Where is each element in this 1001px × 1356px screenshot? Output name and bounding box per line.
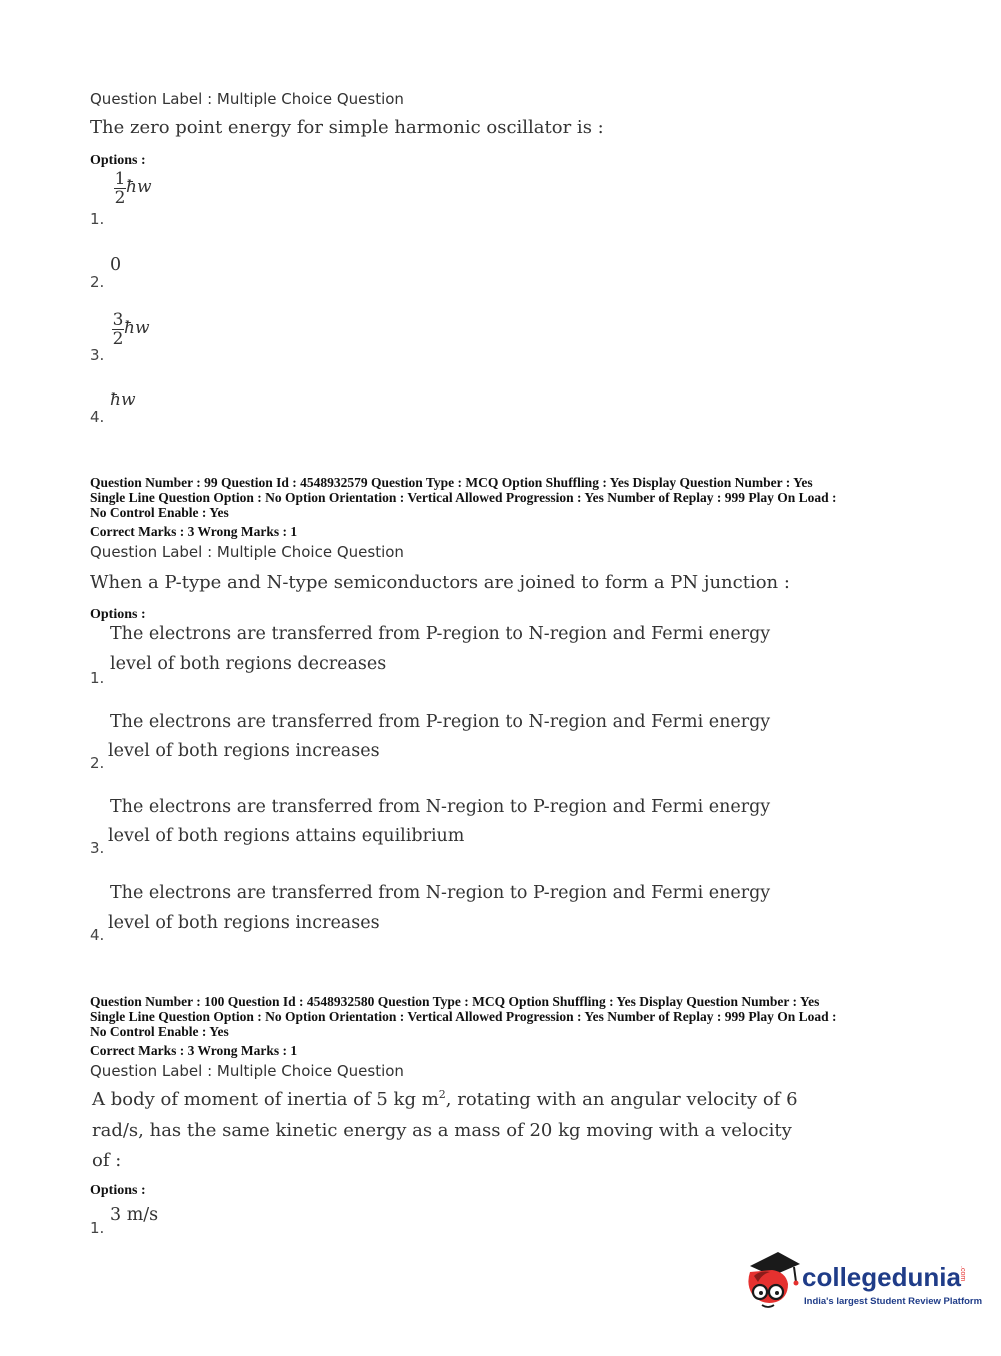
question-text-line1: A body of moment of inertia of 5 kg $m^2$, rotating with an angular velocity of 6: [92, 1088, 798, 1110]
options-heading: Options :: [90, 607, 146, 622]
fraction: $\frac{3}{2}$: [112, 310, 124, 349]
question-text-line2: rad/s, has the same kinetic energy as a mass of 20 kg moving with a velocity: [92, 1120, 792, 1141]
question-label: Question Label : Multiple Choice Question: [90, 543, 404, 561]
option-number: 3.: [90, 839, 105, 857]
hbar-omega: ħw: [110, 390, 136, 410]
mascot-icon: [742, 1248, 802, 1314]
option-number: 2.: [90, 754, 105, 772]
hbar-omega: ħw: [126, 177, 152, 198]
option-text-line1: The electrons are transferred from N-region to P-region and Fermi energy: [110, 797, 771, 817]
option-text-line2: level of both regions increases: [108, 913, 380, 933]
logo-wordmark: collegedunia: [802, 1262, 961, 1292]
question-label: Question Label : Multiple Choice Question: [90, 90, 404, 108]
option-text-line1: The electrons are transferred from P-region to N-region and Fermi energy: [110, 712, 771, 732]
option-text-line2: level of both regions decreases: [110, 654, 387, 674]
options-heading: Options :: [90, 153, 146, 168]
option-number: 1.: [90, 669, 105, 687]
question-label: Question Label : Multiple Choice Question: [90, 1062, 404, 1080]
hbar-omega: ħw: [124, 318, 150, 339]
marks-info: Correct Marks : 3 Wrong Marks : 1: [90, 1043, 298, 1058]
option-number: 2.: [90, 273, 105, 291]
option-number: 1.: [90, 210, 105, 228]
option-text: 3 m/s: [110, 1205, 159, 1225]
question-text: The zero point energy for simple harmonic oscillator is :: [90, 117, 604, 138]
option-number: 4.: [90, 926, 105, 944]
question-text-line3: of :: [92, 1150, 122, 1171]
logo-tagline: India's largest Student Review Platform: [804, 1296, 983, 1307]
fraction: $\frac{1}{2}$: [114, 169, 126, 208]
option-text-line1: The electrons are transferred from N-region to P-region and Fermi energy: [110, 883, 771, 903]
option-text-line2: level of both regions attains equilibrium: [108, 826, 465, 846]
logo-dotcom: .com: [959, 1266, 966, 1282]
option-number: 4.: [90, 408, 105, 426]
option-text: 0: [110, 255, 122, 275]
question-meta: Question Number : 100 Question Id : 4548932580 Question Type : MCQ Option Shuffling : Yes Display Question Number : Yes Single Line Question Option : No Option Orientation : Vertical Allowed Progression : Yes Number of Replay : 999 Play On Load : No Control Enable : Yes: [90, 994, 837, 1039]
option-number: 3.: [90, 346, 105, 364]
collegedunia-logo[interactable]: [742, 1248, 983, 1318]
marks-info: Correct Marks : 3 Wrong Marks : 1: [90, 524, 298, 539]
question-meta: Question Number : 99 Question Id : 4548932579 Question Type : MCQ Option Shuffling : Yes Display Question Number : Yes Single Line Question Option : No Option Orientation : Vertical Allowed Progression : Yes Number of Replay : 999 Play On Load : No Control Enable : Yes: [90, 475, 837, 520]
options-heading: Options :: [90, 1183, 146, 1198]
question-text: When a P-type and N-type semiconductors are joined to form a PN junction :: [90, 572, 790, 593]
option-text-line2: level of both regions increases: [108, 741, 380, 761]
option-text-line1: The electrons are transferred from P-region to N-region and Fermi energy: [110, 624, 771, 644]
option-number: 1.: [90, 1219, 105, 1237]
